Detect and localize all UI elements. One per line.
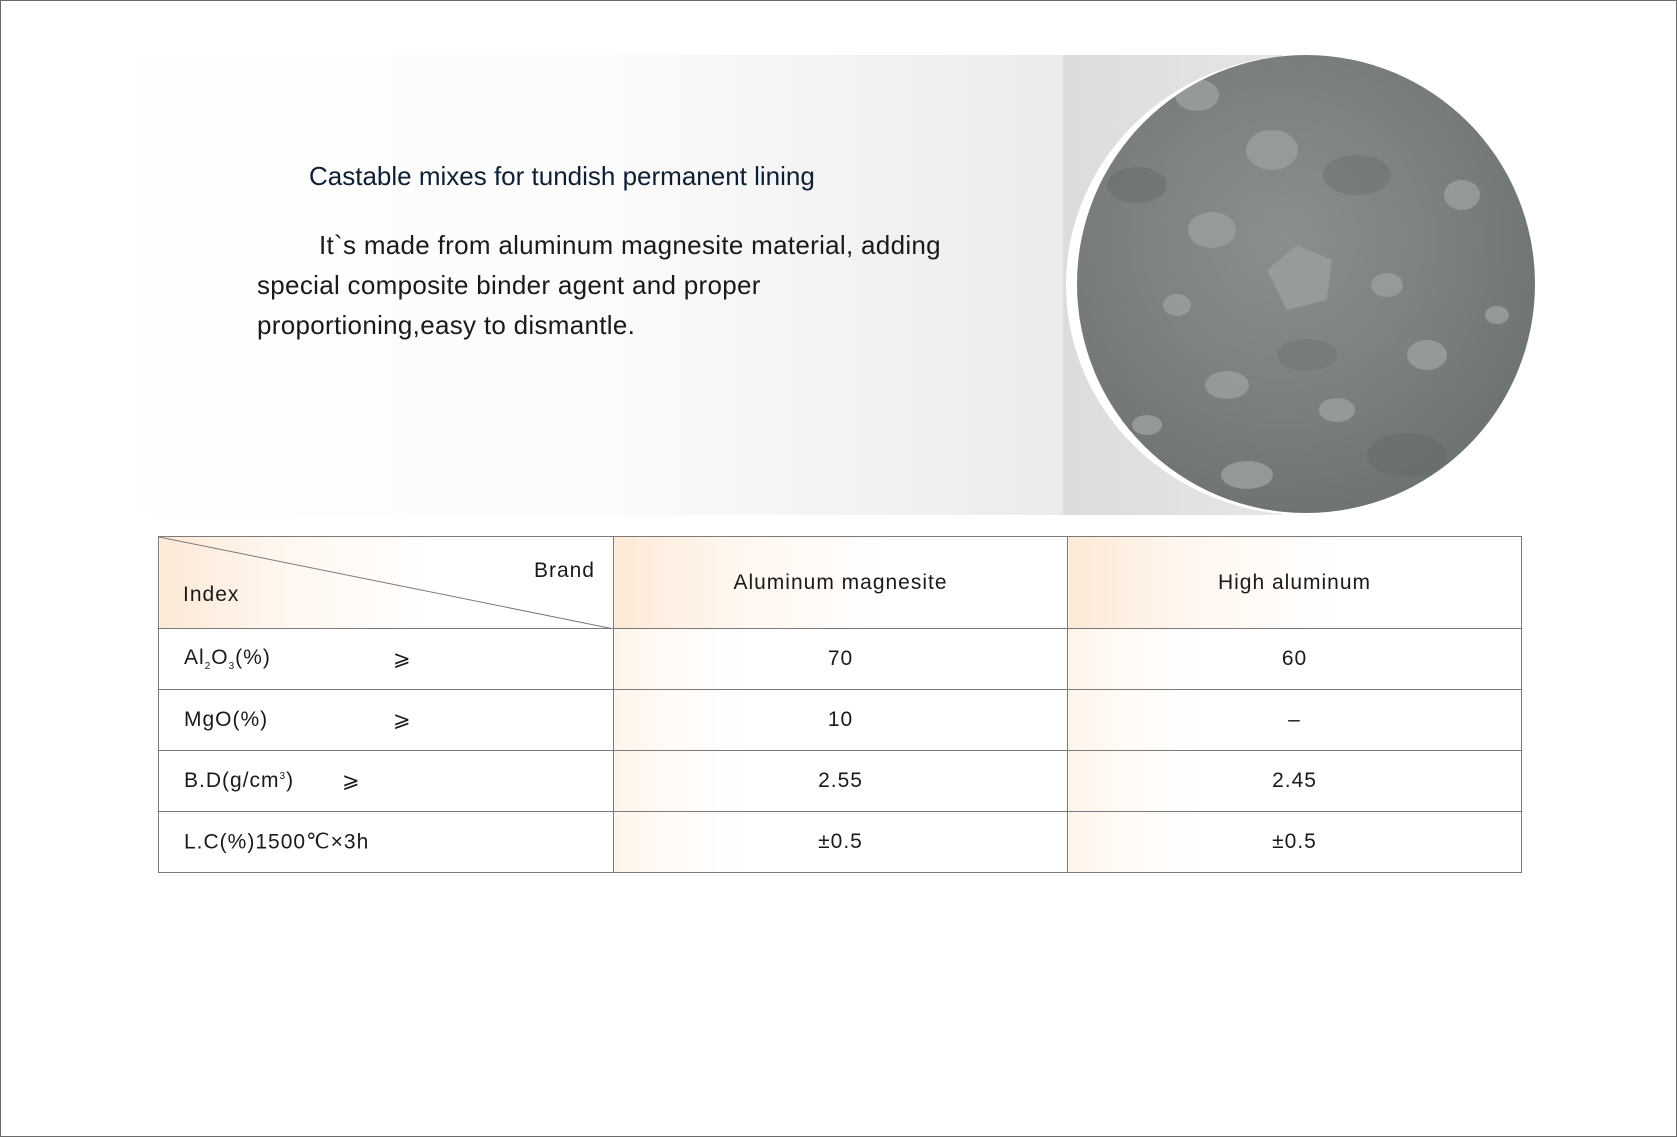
corner-cell — [159, 537, 614, 629]
value-cell: ±0.5 — [614, 812, 1068, 873]
index-name: $B.D(g/cm^3)$ — [184, 769, 295, 792]
table-row-mgo — [159, 690, 1522, 751]
value-cell: 2.55 — [614, 751, 1068, 812]
value-cell: 10 — [614, 690, 1068, 751]
index-label: Index — [183, 583, 240, 606]
index-cell — [159, 751, 614, 812]
value-cell: 60 — [1068, 629, 1522, 690]
comparison-symbol: ⩾ — [342, 769, 361, 793]
value-cell: – — [1068, 690, 1522, 751]
value-cell: 2.45 — [1068, 751, 1522, 812]
table-row-linear-change — [159, 812, 1522, 873]
index-cell — [159, 629, 614, 690]
index-name: L.C(%)1500℃×3h — [184, 830, 370, 854]
column-header-high-aluminum: High aluminum — [1068, 537, 1522, 629]
product-photo — [1077, 55, 1535, 513]
comparison-symbol: ⩾ — [393, 708, 412, 732]
value-cell: ±0.5 — [1068, 812, 1522, 873]
product-description: It`s made from aluminum magnesite material, adding special composite binder agent and proper proportioning,easy to dismantle. — [257, 230, 941, 340]
brand-label: Brand — [533, 559, 595, 582]
table-row-bulk-density — [159, 751, 1522, 812]
index-cell — [159, 690, 614, 751]
page-title: Castable mixes for tundish permanent lining — [309, 161, 815, 191]
index-name: $Al_2O_3(\%)$ — [184, 645, 271, 673]
value-cell: 70 — [614, 629, 1068, 690]
index-cell — [159, 812, 614, 873]
spec-table — [158, 536, 1522, 873]
table-row-al2o3 — [159, 629, 1522, 690]
index-name: MgO(%) — [184, 708, 269, 731]
comparison-symbol: ⩾ — [393, 647, 412, 671]
column-header-aluminum-magnesite: Aluminum magnesite — [614, 537, 1068, 629]
table-header-row — [159, 537, 1522, 629]
